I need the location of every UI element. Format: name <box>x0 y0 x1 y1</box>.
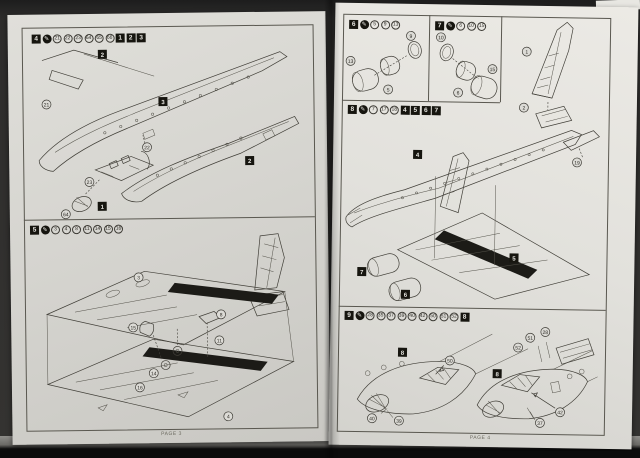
callout-black <box>158 97 167 106</box>
page-number-footer: PAGE 4 <box>469 434 491 442</box>
svg-text:2: 2 <box>100 52 105 59</box>
engine-pod-drawing <box>365 252 401 279</box>
booklet-spine-shadow <box>324 0 340 458</box>
svg-text:50: 50 <box>447 358 453 365</box>
step8-assembly-diagram <box>339 113 608 303</box>
svg-text:28: 28 <box>542 329 549 337</box>
callout-circled <box>406 31 415 40</box>
callout-circled <box>394 416 403 425</box>
svg-text:21: 21 <box>43 102 50 109</box>
svg-text:7: 7 <box>360 270 364 277</box>
fuselage-drawing <box>346 127 582 231</box>
part-number: 18 <box>391 106 398 113</box>
callout-circled <box>85 177 94 186</box>
assembly-number: 5 <box>411 105 420 114</box>
callout-circled <box>572 158 581 167</box>
nose-cone-drawing <box>70 194 94 215</box>
callout-black <box>493 369 502 378</box>
callout-circled <box>346 56 355 65</box>
part-number: 16 <box>115 225 122 232</box>
svg-text:13: 13 <box>347 58 354 65</box>
step-number-badge: 6 <box>349 19 358 28</box>
part-number: 10 <box>468 22 474 29</box>
svg-text:2: 2 <box>247 158 252 166</box>
step-number-badge: 8 <box>348 104 357 113</box>
callout-circled <box>522 47 531 56</box>
svg-text:14: 14 <box>150 371 157 378</box>
cement-icon: ✎ <box>42 34 51 43</box>
step6-engine-diagram <box>344 31 429 100</box>
tail-assembly-drawing <box>397 152 591 301</box>
callout-circled <box>541 327 550 336</box>
part-number: 6 <box>456 21 465 30</box>
callout-circled <box>134 273 143 282</box>
part-number: 39 <box>398 312 405 319</box>
part-number: 13 <box>392 21 399 28</box>
left-page <box>7 11 330 445</box>
photo-bottom-edge <box>0 451 640 458</box>
part-number: 64 <box>85 34 92 42</box>
callout-circled <box>526 333 535 342</box>
nose-right-drawing <box>477 337 598 422</box>
callout-circled <box>149 369 158 378</box>
step7-engine-diagram <box>432 32 499 101</box>
step9-nose-details-diagram <box>341 321 599 429</box>
assembly-number: 4 <box>400 105 409 114</box>
callout-circled <box>142 143 151 152</box>
assembly-number: 1 <box>116 33 125 42</box>
right-page <box>329 3 639 450</box>
callout-circled <box>224 412 233 421</box>
upper-wing-half-drawing <box>47 270 286 347</box>
callout-black <box>398 348 407 357</box>
part-number: 21 <box>54 35 60 42</box>
cement-icon: ✎ <box>355 310 364 319</box>
svg-text:19: 19 <box>574 160 580 167</box>
part-number: 15 <box>478 22 485 29</box>
step-number-badge: 7 <box>435 21 444 30</box>
page-number-footer: PAGE 3 <box>161 430 182 438</box>
step9-header <box>345 310 470 322</box>
svg-text:37: 37 <box>537 420 543 427</box>
cement-icon: ✎ <box>358 105 367 114</box>
part-number: 11 <box>84 225 90 233</box>
svg-text:9: 9 <box>409 33 413 40</box>
svg-text:39: 39 <box>396 418 402 425</box>
part-number: 15 <box>105 225 111 232</box>
svg-text:6: 6 <box>456 90 460 97</box>
svg-text:6: 6 <box>403 292 408 299</box>
svg-text:8: 8 <box>400 350 405 357</box>
assembly-number: 7 <box>432 106 441 115</box>
callout-circled <box>129 323 138 332</box>
engine-ring <box>438 42 455 62</box>
svg-text:5: 5 <box>512 256 516 263</box>
callout-circled <box>367 414 376 423</box>
callout-circled <box>436 33 445 42</box>
part-number: 66 <box>106 34 113 41</box>
callout-black <box>357 267 366 276</box>
callout-circled <box>519 103 528 112</box>
step-number-badge: 5 <box>30 225 39 234</box>
svg-text:1: 1 <box>525 49 529 56</box>
assembly-number: 8 <box>460 312 469 321</box>
step4-fuselage-diagram <box>24 41 314 217</box>
svg-text:51: 51 <box>527 335 534 342</box>
svg-text:4: 4 <box>226 414 230 421</box>
svg-text:3: 3 <box>137 275 141 282</box>
callout-black <box>401 290 410 299</box>
svg-text:23: 23 <box>86 179 93 187</box>
step5-header <box>30 224 123 235</box>
part-number: 40 <box>409 312 415 319</box>
upper-fuselage-half-drawing <box>38 52 288 172</box>
part-number: 37 <box>388 312 394 319</box>
engine-ring <box>406 40 423 60</box>
callout-circled <box>384 85 393 94</box>
svg-text:3: 3 <box>161 100 165 107</box>
svg-text:64: 64 <box>63 212 69 219</box>
part-number: 65 <box>96 34 102 41</box>
callout-black <box>98 50 107 59</box>
step6-header <box>349 19 400 30</box>
part-number: 50 <box>430 313 436 320</box>
part-number: 23 <box>75 35 81 42</box>
fin-part-drawing <box>532 22 573 99</box>
part-number: 28 <box>367 312 373 319</box>
svg-text:40: 40 <box>369 416 375 423</box>
part-number: 14 <box>94 225 101 232</box>
assembly-number: 3 <box>137 33 146 42</box>
svg-text:15: 15 <box>489 67 496 74</box>
part-number: 17 <box>380 106 387 113</box>
assembly-number: 2 <box>126 33 135 42</box>
part-number: 9 <box>381 20 390 29</box>
callout-circled <box>135 383 144 392</box>
callout-black <box>509 253 518 262</box>
cement-icon: ✎ <box>40 225 49 234</box>
svg-text:52: 52 <box>515 345 521 352</box>
part-number: 8 <box>72 225 81 234</box>
callout-circled <box>61 210 70 219</box>
callout-black <box>98 202 107 211</box>
callout-circled <box>445 356 454 365</box>
cockpit-interior-drawing <box>95 151 153 181</box>
callout-black <box>413 150 422 159</box>
svg-text:5: 5 <box>386 87 390 94</box>
svg-text:8: 8 <box>495 372 499 379</box>
callout-circled <box>454 88 463 97</box>
callout-circled <box>514 343 523 352</box>
svg-text:4: 4 <box>415 152 420 159</box>
svg-text:16: 16 <box>137 385 143 392</box>
part-number: 35 <box>377 312 384 319</box>
engine-cylinder-large <box>350 66 381 93</box>
callout-black <box>245 156 254 165</box>
cement-icon: ✎ <box>360 20 369 29</box>
assembly-number: 6 <box>421 106 430 115</box>
part-number: 52 <box>451 313 457 320</box>
cement-icon: ✎ <box>446 21 455 30</box>
svg-text:2: 2 <box>522 105 526 112</box>
part-number: 51 <box>440 313 447 320</box>
svg-text:10: 10 <box>438 35 444 42</box>
step5-wing-diagram <box>26 233 316 427</box>
part-number: 5 <box>370 20 379 29</box>
part-number: 7 <box>369 105 378 114</box>
callout-circled <box>535 418 544 427</box>
step-number-badge: 9 <box>345 310 354 319</box>
fin-drawing <box>248 234 289 316</box>
step-number-badge: 4 <box>32 34 41 43</box>
step7-header <box>435 20 486 31</box>
svg-text:11: 11 <box>216 338 223 345</box>
part-number: 3 <box>51 225 60 234</box>
callout-circled <box>42 100 51 109</box>
part-number: 4 <box>61 225 70 234</box>
svg-text:42: 42 <box>557 410 563 417</box>
callout-circled <box>556 408 565 417</box>
lower-wing-half-drawing <box>47 337 294 421</box>
callout-circled <box>215 336 224 345</box>
part-number: 42 <box>419 313 426 320</box>
svg-text:8: 8 <box>219 312 223 319</box>
lower-fuselage-half-drawing <box>121 116 300 202</box>
svg-text:15: 15 <box>130 325 137 332</box>
step4-header <box>32 32 146 43</box>
svg-text:1: 1 <box>100 204 104 211</box>
part-number: 22 <box>64 35 71 42</box>
callout-circled <box>488 65 497 74</box>
callout-circled <box>217 310 226 319</box>
svg-text:22: 22 <box>144 145 150 152</box>
